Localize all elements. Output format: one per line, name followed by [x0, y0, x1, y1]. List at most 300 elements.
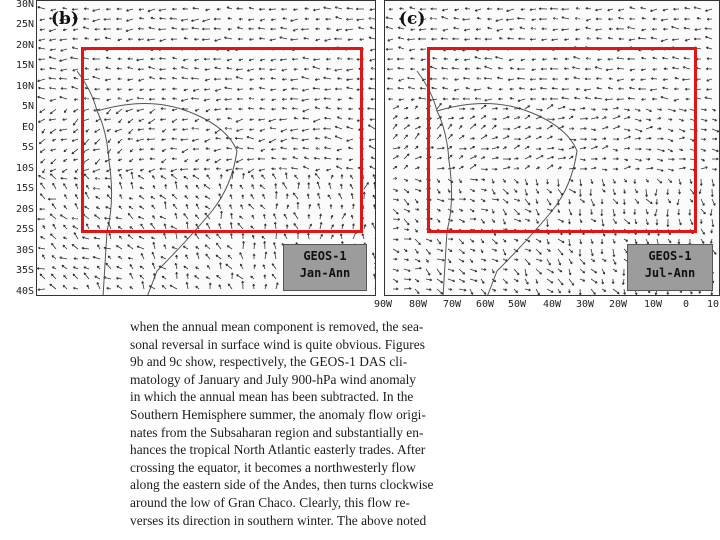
wind-arrow	[393, 116, 397, 119]
wind-arrow	[151, 17, 155, 19]
wind-arrow	[393, 199, 399, 201]
wind-arrow	[415, 133, 419, 139]
wind-arrow	[541, 39, 547, 41]
wind-arrow	[558, 279, 563, 285]
wind-arrow	[459, 279, 465, 282]
wind-arrow	[437, 249, 443, 251]
wind-arrow	[176, 255, 178, 259]
wind-arrow	[41, 183, 45, 189]
wind-arrow	[269, 8, 276, 10]
wind-arrow	[431, 28, 437, 30]
wind-arrow	[369, 17, 375, 19]
wind-arrow	[407, 38, 415, 40]
wind-arrow	[608, 37, 613, 39]
wind-arrow	[40, 149, 45, 153]
wind-arrow	[580, 239, 582, 244]
wind-arrow	[106, 263, 111, 269]
wind-arrow	[470, 289, 473, 294]
wind-arrow	[569, 259, 572, 264]
wind-arrow	[240, 252, 243, 259]
wind-arrow	[705, 36, 712, 39]
wind-arrow	[73, 38, 78, 40]
wind-arrow	[497, 8, 503, 10]
wind-arrow	[40, 68, 45, 70]
text-line: 9b and 9c show, respectively, the GEOS-1 DAS cli-	[130, 354, 408, 370]
wind-arrow	[536, 289, 539, 295]
wind-arrow	[128, 257, 133, 259]
wind-arrow	[172, 8, 177, 10]
wind-arrow	[82, 257, 89, 259]
wind-arrow	[49, 29, 56, 32]
wind-arrow	[518, 38, 525, 40]
wind-arrow	[415, 117, 419, 119]
wind-arrow	[624, 239, 628, 241]
wind-arrow	[393, 124, 397, 129]
wind-arrow	[470, 279, 477, 282]
lat-label: 20S	[15, 204, 34, 215]
wind-arrow	[531, 27, 536, 29]
wind-arrow	[263, 265, 265, 269]
wind-arrow	[663, 9, 668, 11]
wind-arrow	[172, 27, 177, 29]
wind-arrow	[441, 38, 448, 40]
wind-arrow	[72, 139, 78, 141]
wind-arrow	[38, 96, 45, 99]
wind-arrow	[595, 29, 602, 31]
wind-arrow	[712, 129, 719, 132]
lat-label: 40S	[15, 286, 34, 297]
wind-arrow	[569, 249, 573, 253]
wind-arrow	[368, 125, 375, 129]
wind-arrow	[569, 239, 571, 246]
wind-arrow	[710, 239, 712, 244]
wind-arrow	[415, 126, 421, 129]
wind-arrow	[162, 276, 166, 279]
wind-arrow	[117, 266, 122, 269]
wind-arrow	[393, 238, 398, 240]
wind-arrow	[228, 255, 232, 259]
wind-arrow	[706, 88, 712, 90]
wind-arrow	[171, 38, 177, 40]
wind-arrow	[148, 9, 155, 12]
wind-arrow	[60, 215, 67, 219]
wind-arrow	[270, 28, 276, 30]
lat-label: EQ	[21, 122, 34, 133]
wind-arrow	[712, 168, 717, 170]
wind-arrow	[475, 38, 481, 40]
wind-arrow	[84, 267, 89, 269]
wind-arrow	[393, 156, 398, 159]
wind-arrow	[371, 157, 375, 159]
wind-arrow	[503, 268, 507, 270]
wind-arrow	[72, 47, 78, 49]
wind-arrow	[459, 259, 464, 262]
wind-arrow	[602, 279, 604, 284]
wind-arrow	[226, 264, 232, 269]
lon-label: 10W	[644, 299, 663, 310]
wind-arrow	[38, 175, 45, 179]
wind-arrow	[130, 287, 133, 289]
wind-arrow	[251, 276, 254, 279]
wind-arrow	[105, 37, 111, 39]
wind-arrow	[398, 87, 404, 89]
wind-arrow	[348, 39, 353, 41]
wind-arrow	[387, 68, 393, 70]
body-paragraph	[130, 318, 526, 529]
wind-arrow	[694, 7, 701, 9]
wind-arrow	[313, 9, 320, 11]
wind-arrow	[259, 8, 265, 10]
wind-arrow	[638, 37, 646, 39]
wind-arrow	[712, 199, 715, 205]
wind-arrow	[542, 28, 547, 30]
wind-arrow	[700, 219, 702, 224]
wind-arrow	[684, 27, 690, 29]
wind-arrow	[95, 276, 100, 279]
wind-arrow	[185, 236, 188, 239]
legend-model: GEOS-1	[303, 249, 347, 263]
wind-arrow	[371, 98, 375, 100]
wind-arrow	[227, 7, 232, 9]
wind-arrow	[370, 8, 375, 10]
wind-arrow	[63, 245, 67, 249]
wind-arrow	[426, 269, 430, 275]
wind-arrow	[187, 274, 189, 279]
wind-arrow	[375, 232, 376, 239]
wind-arrow	[596, 37, 602, 39]
wind-arrow	[420, 87, 426, 89]
wind-arrow	[426, 259, 428, 262]
wind-arrow	[536, 239, 541, 242]
wind-arrow	[408, 87, 415, 89]
wind-arrow	[197, 253, 199, 259]
wind-arrow	[673, 8, 679, 10]
text-line: sonal reversal in surface wind is quite obvious. Figures	[130, 336, 425, 352]
wind-arrow	[465, 8, 470, 10]
wind-arrow	[699, 189, 701, 194]
wind-arrow	[641, 7, 646, 9]
wind-arrow	[375, 245, 376, 249]
wind-arrow	[514, 279, 518, 281]
wind-arrow	[586, 27, 591, 29]
wind-arrow	[265, 284, 267, 289]
legend-model: GEOS-1	[648, 249, 692, 263]
wind-arrow	[346, 18, 353, 20]
wind-arrow	[595, 9, 602, 11]
wind-arrow	[38, 6, 45, 9]
wind-arrow	[701, 209, 705, 214]
wind-arrow	[40, 109, 45, 113]
wind-arrow	[369, 146, 375, 149]
wind-arrow	[591, 269, 597, 273]
wind-arrow	[388, 39, 393, 41]
wind-arrow	[393, 218, 400, 220]
wind-arrow	[118, 39, 122, 41]
wind-arrow	[139, 17, 144, 19]
lon-label: 0	[683, 299, 690, 310]
wind-arrow	[62, 265, 67, 269]
wind-arrow	[237, 8, 243, 10]
wind-arrow	[370, 118, 375, 120]
wind-arrow	[404, 135, 408, 139]
wind-arrow	[236, 275, 243, 279]
wind-arrow	[613, 259, 616, 264]
wind-arrow	[227, 246, 232, 249]
wind-arrow	[203, 19, 210, 22]
wind-arrow	[459, 239, 464, 244]
wind-arrow	[117, 8, 122, 10]
wind-arrow	[705, 28, 712, 30]
wind-arrow	[40, 274, 45, 279]
wind-arrow	[525, 259, 530, 265]
highlight-box	[427, 47, 697, 233]
wind-arrow	[63, 285, 67, 289]
wind-arrow	[75, 194, 78, 199]
wind-arrow	[712, 149, 718, 152]
wind-arrow	[59, 129, 67, 131]
text-line: verses its direction in southern winter. The above noted	[130, 512, 427, 528]
text-line: around the low of Gran Chaco. Clearly, this flow re-	[130, 494, 410, 510]
wind-arrow	[138, 38, 144, 40]
wind-arrow	[411, 98, 415, 100]
wind-arrow	[684, 18, 690, 20]
wind-arrow	[326, 18, 331, 20]
wind-arrow	[118, 256, 122, 259]
wind-arrow	[209, 283, 211, 289]
wind-arrow	[448, 238, 453, 240]
wind-arrow	[38, 119, 45, 122]
wind-arrow	[336, 16, 342, 19]
wind-arrow	[364, 224, 366, 229]
wind-arrow	[52, 256, 56, 259]
wind-arrow	[530, 38, 536, 40]
lat-label: 25S	[15, 224, 34, 235]
lat-label: 10N	[15, 81, 34, 92]
wind-arrow	[618, 9, 624, 11]
text-line: crossing the equator, it becomes a northwesterly flow	[130, 459, 416, 475]
wind-arrow	[415, 279, 419, 282]
wind-arrow	[214, 18, 221, 20]
wind-arrow	[316, 39, 320, 41]
wind-arrow	[73, 109, 78, 112]
wind-arrow	[272, 264, 276, 269]
wind-arrow	[443, 29, 448, 31]
wind-arrow	[712, 158, 718, 160]
wind-arrow	[562, 29, 569, 31]
wind-arrow	[63, 159, 67, 162]
wind-arrow	[387, 77, 393, 79]
wind-arrow	[192, 27, 199, 29]
wind-arrow	[415, 229, 418, 232]
wind-arrow	[517, 17, 525, 19]
wind-arrow	[327, 28, 331, 30]
wind-arrow	[701, 199, 704, 206]
wind-arrow	[74, 258, 78, 260]
wind-arrow	[64, 109, 67, 113]
wind-arrow	[587, 38, 591, 40]
wind-arrow	[668, 239, 671, 243]
lon-label: 70W	[443, 299, 462, 310]
wind-arrow	[426, 239, 432, 242]
wind-arrow	[398, 67, 404, 69]
wind-arrow	[84, 273, 89, 279]
wind-arrow	[242, 241, 244, 249]
wind-arrow	[363, 192, 365, 199]
wind-arrow	[705, 9, 712, 12]
wind-arrow	[373, 274, 375, 279]
wind-arrow	[48, 198, 56, 200]
wind-arrow	[61, 49, 67, 51]
wind-arrow	[240, 264, 243, 269]
lon-label: 10	[707, 299, 720, 310]
wind-arrow	[707, 58, 712, 60]
wind-arrow	[370, 49, 375, 51]
wind-arrow	[104, 247, 111, 249]
wind-arrow	[503, 279, 507, 283]
wind-arrow	[630, 7, 635, 9]
panel-letter: (b)	[51, 9, 79, 29]
wind-arrow	[525, 249, 531, 251]
wind-arrow	[415, 267, 421, 269]
wind-arrow	[415, 156, 422, 159]
wind-arrow	[50, 169, 56, 172]
wind-arrow	[264, 241, 266, 249]
wind-arrow	[701, 229, 705, 234]
wind-arrow	[415, 106, 417, 109]
wind-arrow	[404, 288, 411, 290]
wind-arrow	[194, 38, 199, 40]
wind-arrow	[152, 263, 155, 269]
wind-arrow	[398, 47, 404, 49]
wind-arrow	[138, 28, 144, 30]
wind-arrow	[575, 18, 580, 20]
wind-arrow	[262, 236, 265, 239]
wind-arrow	[362, 234, 364, 239]
wind-arrow	[481, 249, 483, 253]
wind-arrow	[481, 268, 486, 270]
wind-arrow	[503, 249, 506, 255]
wind-arrow	[59, 59, 67, 62]
wind-arrow	[43, 169, 45, 173]
wind-arrow	[426, 279, 432, 281]
wind-arrow	[39, 39, 45, 41]
wind-arrow	[360, 38, 364, 40]
wind-arrow	[442, 16, 448, 19]
wind-arrow	[415, 199, 418, 203]
wind-arrow	[586, 7, 591, 9]
wind-arrow	[415, 239, 420, 245]
wind-arrow	[51, 149, 56, 151]
wind-arrow	[72, 217, 78, 219]
wind-arrow	[38, 218, 45, 220]
wind-arrow	[404, 154, 409, 159]
wind-arrow	[130, 273, 133, 279]
wind-arrow	[64, 149, 67, 152]
wind-arrow	[623, 269, 625, 276]
wind-arrow	[331, 235, 333, 239]
wind-arrow	[290, 19, 298, 22]
wind-arrow	[273, 242, 276, 249]
wind-arrow	[404, 199, 409, 205]
wind-arrow	[547, 279, 553, 283]
wind-arrow	[419, 97, 426, 99]
wind-arrow	[547, 269, 554, 273]
wind-arrow	[407, 77, 415, 79]
wind-arrow	[50, 284, 56, 289]
wind-arrow	[569, 279, 574, 285]
wind-arrow	[591, 289, 595, 295]
wind-arrow	[701, 149, 706, 151]
wind-arrow	[525, 269, 527, 276]
wind-arrow	[521, 8, 525, 10]
wind-arrow	[320, 234, 322, 239]
wind-arrow	[305, 8, 309, 10]
wind-arrow	[619, 38, 624, 40]
lat-label: 30S	[15, 245, 34, 256]
wind-arrow	[536, 259, 542, 261]
wind-arrow	[514, 258, 518, 260]
wind-arrow	[437, 259, 444, 261]
wind-arrow	[51, 274, 56, 279]
wind-arrow	[368, 87, 375, 89]
wind-arrow	[195, 233, 199, 239]
wind-arrow	[206, 9, 210, 11]
wind-arrow	[374, 262, 376, 269]
wind-arrow	[75, 169, 78, 173]
wind-arrow	[393, 249, 399, 253]
wind-arrow	[404, 229, 409, 231]
wind-arrow	[539, 18, 547, 20]
wind-arrow	[82, 247, 89, 249]
wind-arrow	[50, 67, 56, 69]
wind-arrow	[476, 28, 481, 30]
wind-arrow	[40, 19, 45, 21]
wind-arrow	[393, 178, 397, 180]
wind-arrow	[39, 139, 45, 144]
wind-arrow	[193, 7, 199, 9]
wind-arrow	[128, 235, 133, 239]
wind-arrow	[580, 269, 585, 273]
wind-arrow	[591, 239, 593, 244]
wind-arrow	[492, 259, 498, 262]
wind-arrow	[579, 249, 581, 256]
wind-arrow	[388, 98, 393, 100]
wind-arrow	[347, 7, 353, 9]
wind-arrow	[126, 9, 133, 11]
wind-arrow	[334, 38, 342, 40]
wind-arrow	[487, 8, 492, 10]
wind-arrow	[404, 107, 408, 109]
wind-arrow	[371, 68, 375, 70]
wind-arrow	[701, 239, 704, 244]
wind-arrow	[514, 239, 518, 241]
wind-arrow	[170, 18, 177, 20]
wind-arrow	[642, 29, 646, 31]
wind-arrow	[217, 234, 221, 239]
lon-label: 50W	[508, 299, 527, 310]
wind-arrow	[149, 27, 155, 29]
wind-arrow	[477, 17, 481, 19]
wind-arrow	[83, 18, 89, 20]
wind-arrow	[536, 279, 538, 283]
wind-arrow	[580, 279, 585, 281]
wind-arrow	[37, 79, 45, 82]
wind-arrow	[386, 26, 393, 29]
wind-arrow	[60, 69, 67, 71]
wind-arrow	[459, 269, 465, 274]
wind-arrow	[325, 39, 331, 41]
wind-arrow	[50, 174, 56, 179]
